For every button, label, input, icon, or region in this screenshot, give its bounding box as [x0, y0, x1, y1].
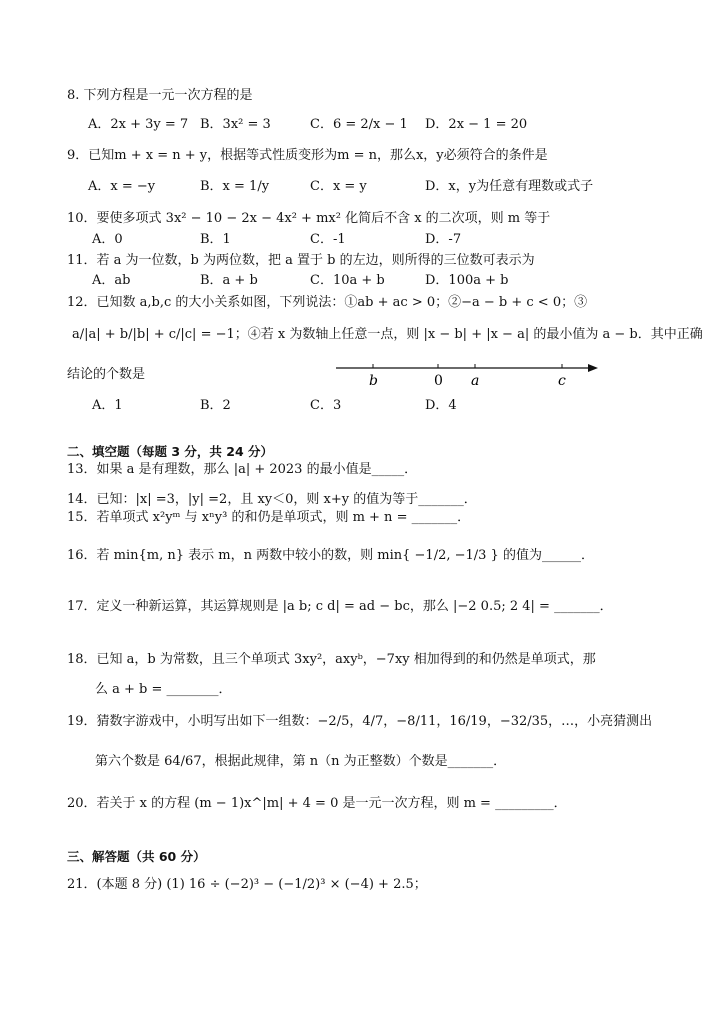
q17: 17．定义一种新运算，其运算规则是 |a b; c d| = ad − bc，那么 |−2 0.5; 2 4| = _______．: [67, 599, 613, 614]
q8-option-a: A．2x + 3y = 7: [88, 117, 189, 132]
section-solve-heading: 三、解答题（共 60 分）: [67, 849, 206, 864]
q13: 13．如果 a 是有理数，那么 |a| + 2023 的最小值是_____．: [67, 462, 418, 477]
number-line-arrow: [588, 364, 598, 372]
label-a: a: [471, 373, 480, 389]
q11-stem: 11．若 a 为一位数，b 为两位数，把 a 置于 b 的左边，则所得的三位数可表示为: [67, 253, 535, 268]
q12-option-a: A．1: [92, 398, 123, 413]
q10-option-c: C．-1: [310, 232, 346, 247]
label-0: 0: [434, 373, 443, 389]
section-fill-blank-heading: 二、填空题（每题 3 分，共 24 分）: [67, 444, 274, 459]
number-line: [330, 354, 600, 390]
q21: 21．(本题 8 分) (1) 16 ÷ (−2)³ − (−1/2)³ × (−4) + 2.5；: [67, 877, 427, 892]
q10-option-a: A．0: [92, 232, 123, 247]
q19-line2: 第六个数是 64/67，根据此规律，第 n（n 为正整数）个数是_______．: [95, 754, 507, 769]
q12-line3: 结论的个数是: [67, 367, 146, 382]
label-b: b: [369, 373, 378, 389]
q12-option-c: C．3: [310, 398, 342, 413]
q15: 15．若单项式 x²yᵐ 与 xⁿy³ 的和仍是单项式，则 m + n = _______．: [67, 510, 471, 525]
q8-option-c: C．6 = 2/x − 1: [310, 117, 408, 132]
q10-option-d: D．-7: [425, 232, 462, 247]
q11-option-d: D．100a + b: [425, 273, 509, 288]
q9-option-c: C．x = y: [310, 179, 367, 194]
q9-option-a: A．x = −y: [88, 179, 156, 194]
q16: 16．若 min{m, n} 表示 m，n 两数中较小的数，则 min{ −1/2, −1/3 } 的值为______．: [67, 548, 594, 563]
q12-option-d: D．4: [425, 398, 457, 413]
q12-line1: 12．已知数 a,b,c 的大小关系如图，下列说法：①ab + ac > 0；②−a − b + c < 0；③: [67, 295, 588, 310]
q11-option-a: A．ab: [92, 273, 131, 288]
q12-option-b: B．2: [200, 398, 231, 413]
q10-stem: 10．要使多项式 3x² − 10 − 2x − 4x² + mx² 化简后不含 x 的二次项，则 m 等于: [67, 211, 551, 226]
q9-option-b: B．x = 1/y: [200, 179, 270, 194]
q8-stem: 8. 下列方程是一元一次方程的是: [67, 88, 253, 103]
label-c: c: [558, 373, 566, 389]
q18-line2: 么 a + b = ________．: [95, 682, 232, 697]
q19-line1: 19．猜数字游戏中，小明写出如下一组数：−2/5，4/7，−8/11，16/19，−32/35，…，小亮猜测出: [67, 714, 653, 729]
q8-option-b: B．3x² = 3: [200, 117, 271, 132]
q11-option-c: C．10a + b: [310, 273, 385, 288]
q18-line1: 18．已知 a，b 为常数，且三个单项式 3xy²，axyᵇ，−7xy 相加得到的和仍然是单项式，那: [67, 652, 596, 667]
q9-option-d: D．x，y为任意有理数或式子: [425, 179, 594, 194]
q8-option-d: D．2x − 1 = 20: [425, 117, 528, 132]
q11-option-b: B．a + b: [200, 273, 258, 288]
q12-line2: a/|a| + b/|b| + c/|c| = −1；④若 x 为数轴上任意一点，则 |x − b| + |x − a| 的最小值为 a − b．其中正确: [72, 327, 703, 342]
q14: 14．已知：|x| =3，|y| =2，且 xy＜0，则 x+y 的值为等于_______．: [67, 492, 477, 507]
q10-option-b: B．1: [200, 232, 231, 247]
q20: 20．若关于 x 的方程 (m − 1)x^|m| + 4 = 0 是一元一次方程，则 m = _________．: [67, 796, 567, 811]
q9-stem: 9．已知m + x = n + y，根据等式性质变形为m = n，那么x，y必须符合的条件是: [67, 148, 548, 163]
